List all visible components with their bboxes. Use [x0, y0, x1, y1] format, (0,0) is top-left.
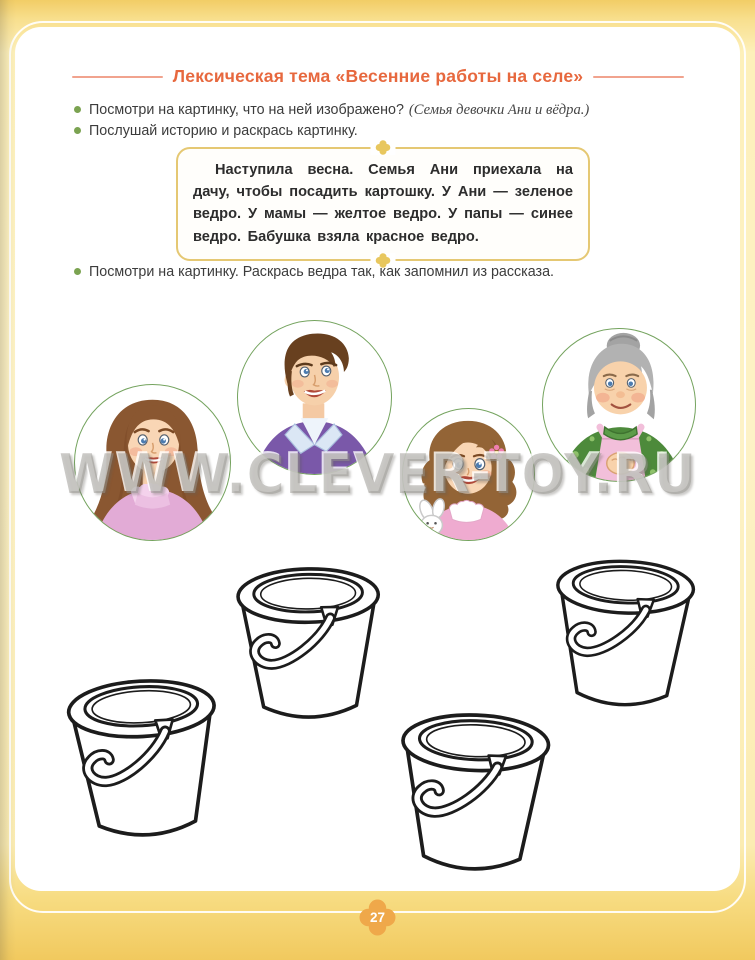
bullet-dot-icon: [74, 106, 81, 113]
bucket-outline-1: [228, 555, 389, 734]
bucket-outline-2: [543, 546, 705, 721]
bullet-dot-icon: [74, 127, 81, 134]
title-divider-left: [72, 76, 163, 78]
bucket-outline-4: [389, 696, 559, 890]
story-text: Наступила весна. Семья Ани приехала на дачу, чтобы посадить картошку. У Ани — зеленое ведро. У мамы — желтое ведро. У папы — синее ведро. Бабушка взяла красное ведро.: [193, 162, 573, 245]
story-box: [176, 147, 590, 261]
ornament-quatrefoil-icon: [371, 140, 396, 155]
task-text: Посмотри на картинку, что на ней изображено? (Семья девочки Ани и вёдра.): [89, 102, 590, 118]
task-text: Послушай историю и раскрась картинку.: [89, 123, 358, 139]
task-item-1: [74, 101, 694, 120]
watermark-text: WWW.CLEVER-TOY.RU: [59, 444, 697, 507]
mother-portrait-icon: [74, 384, 231, 541]
page-title: Лексическая тема «Весенние работы на селе»: [172, 66, 584, 86]
bucket-outline-3: [57, 662, 231, 856]
title-divider-right: [593, 76, 684, 78]
grandmother-portrait-icon: [542, 328, 696, 482]
page-number: 27: [369, 910, 386, 925]
page-number-badge: [359, 899, 396, 936]
task-text: Посмотри на картинку. Раскрась ведра так, как запомнил из рассказа.: [89, 264, 555, 280]
task-answer-hint: (Семья девочки Ани и вёдра.): [408, 102, 590, 118]
bullet-dot-icon: [74, 268, 81, 275]
lesson-title-row: [72, 66, 684, 87]
father-portrait-icon: [237, 320, 392, 475]
task-item-2: [74, 122, 694, 141]
task-item-3: [74, 263, 694, 282]
anya-girl-portrait-icon: [402, 408, 535, 541]
